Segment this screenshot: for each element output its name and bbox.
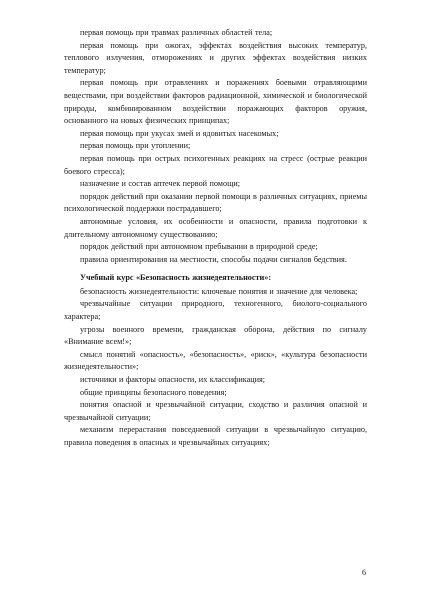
paragraph: порядок действий при автономном пребывании в природной среде; <box>80 242 318 252</box>
paragraph: автономные условия, их особенности и опасности, правила подготовки к длительному автономному существованию; <box>64 216 367 239</box>
paragraph: первая помощь при травмах различных областей тела; <box>80 28 273 37</box>
paragraph: угрозы военного времени, гражданская оборона, действия по сигналу «Внимание всем!»; <box>64 324 367 347</box>
paragraph: порядок действий при оказании первой помощи в различных ситуациях, приемы психологической поддержки пострадавшего; <box>64 191 367 214</box>
paragraph: первая помощь при отравлениях и поражениях боевыми отравляющими веществами, при воздействии факторов радиационной, химической и биологической природы, комбинированном воздействии поражающих факторов оружия, основанного на новых физических принципах; <box>64 78 367 126</box>
paragraph: понятия опасной и чрезвычайной ситуации, сходство и различия опасной и чрезвычайной ситуации; <box>64 400 367 422</box>
paragraph: источники и факторы опасности, их классификация; <box>80 375 266 385</box>
page-number: 6 <box>362 568 366 577</box>
paragraph: смысл понятий «опасность», «безопасность», «риск», «культура безопасности жизнедеятельности»; <box>64 349 367 372</box>
document-page <box>64 27 367 450</box>
paragraph: первая помощь при укусах змей и ядовитых насекомых; <box>80 128 279 138</box>
paragraph: первая помощь при ожогах, эффектах воздействия высоких температур, теплового излучения, отморожениях и других эффектах воздействия низких температур; <box>64 40 367 75</box>
paragraph: правила ориентирования на местности, способы подачи сигналов бедствия. <box>80 254 347 264</box>
paragraph: безопасность жизнедеятельности: ключевые понятия и значение для человека; <box>80 286 358 296</box>
section-heading: Учебный курс «Безопасность жизнедеятельности»: <box>80 273 272 283</box>
paragraph: назначение и состав аптечек первой помощи; <box>80 179 241 189</box>
paragraph: первая помощь при острых психогенных реакциях на стресс (острые реакции боевого стресса); <box>64 153 367 176</box>
paragraph: механизм перерастания повседневной ситуации в чрезвычайную ситуацию, правила поведения в опасных и чрезвычайных ситуациях; <box>64 425 367 447</box>
paragraph: общие принципы безопасного поведения; <box>80 387 227 397</box>
paragraph: первая помощь при утоплении; <box>80 141 191 151</box>
paragraph: чрезвычайные ситуации природного, техногенного, биолого-социального характера; <box>64 299 367 322</box>
